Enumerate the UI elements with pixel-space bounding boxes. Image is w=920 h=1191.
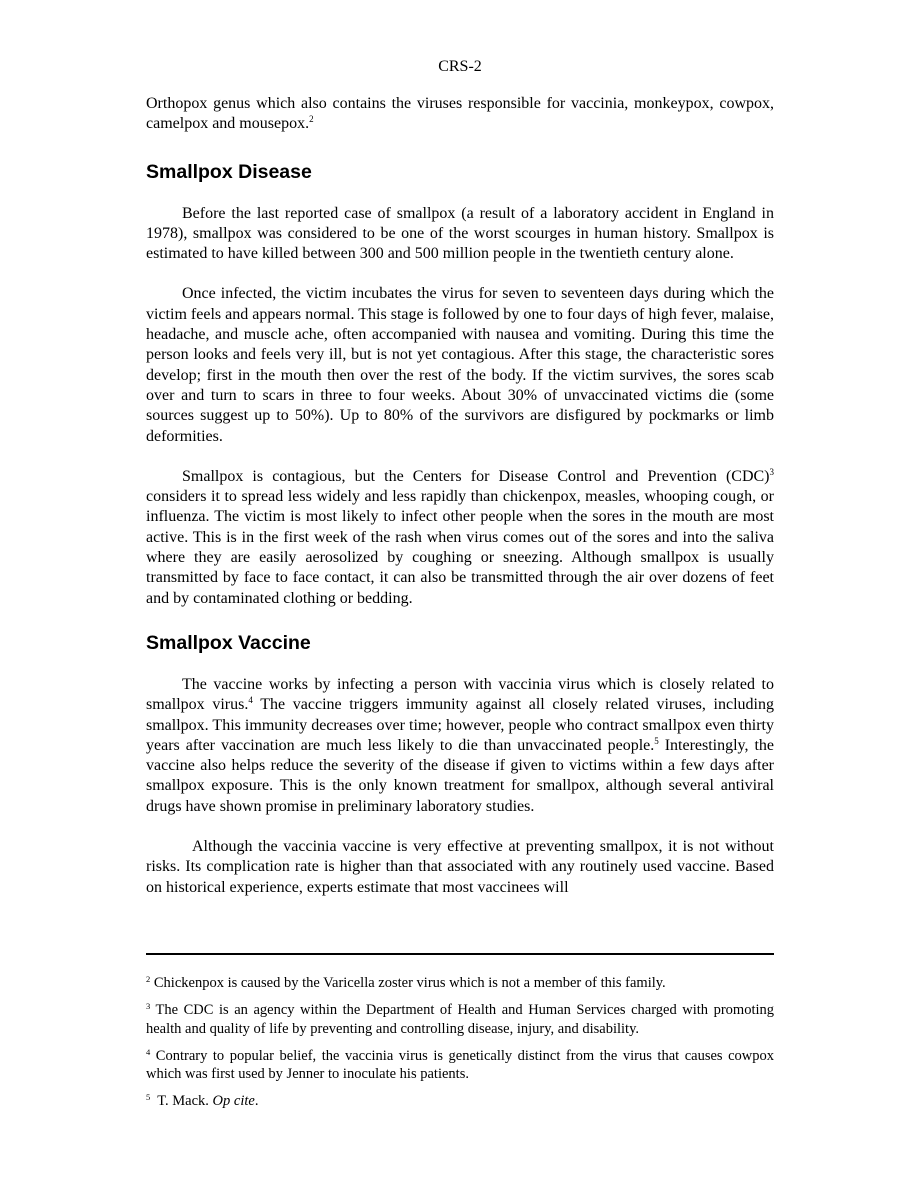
footnote-ref-2[interactable]: 2	[309, 114, 314, 125]
section-heading-smallpox-vaccine: Smallpox Vaccine	[146, 631, 311, 654]
disease-paragraph-1: Before the last reported case of smallpox (a result of a laboratory accident in England in 1978), smallpox was considered to be one of the worst scourges in human history. Smallpox is estimated to have killed between 300 and 500 million people in the twentieth century alone.	[146, 204, 774, 263]
body-content	[146, 94, 774, 898]
page-header: CRS-2	[438, 58, 482, 75]
footnote-ref-4[interactable]: 4	[248, 695, 253, 706]
footnote-ref-5[interactable]: 5	[654, 735, 659, 746]
disease-paragraph-3: Smallpox is contagious, but the Centers for Disease Control and Prevention (CDC)$^3$ considers it to spread less widely and less rapidly than chickenpox, measles, whooping cough, or influenza. The victim is most likely to infect other people when the sores in the mouth are most active. This is in the first week of the rash when virus comes out of the sores and into the saliva where they are easily aerosolized by coughing or sneezing. Although smallpox is usually transmitted by face to face contact, it can also be transmitted through the air over dozens of feet and by contaminated clothing or bedding.	[146, 466, 774, 607]
footnote-ref-3[interactable]: 3	[769, 466, 774, 477]
vaccine-paragraph-1: The vaccine works by infecting a person with vaccinia virus which is closely related to smallpox virus.$^4$ The vaccine triggers immunity against all closely related viruses, including smallpox. This immunity decreases over time; however, people who contract smallpox even thirty years after vaccination are much less likely to die than unvaccinated people.$^5$ Interestingly, the vaccine also helps reduce the severity of the disease if given to victims within a few days after smallpox exposure. This is the only known treatment for smallpox, although several antiviral drugs have shown promise in preliminary laboratory studies.	[146, 675, 775, 815]
vaccine-paragraph-2: Although the vaccinia vaccine is very effective at preventing smallpox, it is not without risks. Its complication rate is higher than that associated with any routinely used vaccine. Based on historical experience, experts estimate that most vaccinees will	[146, 838, 774, 896]
footnote-3: $^3$ The CDC is an agency within the Department of Health and Human Services charged with promoting health and quality of life by preventing and controlling disease, injury, and disability.	[146, 1001, 774, 1037]
footnote-5: $^5$ T. Mack. Op cite.	[146, 1092, 259, 1110]
footnote-2: $^2$ Chickenpox is caused by the Varicella zoster virus which is not a member of this family.	[146, 974, 666, 991]
footnote-4: $^4$ Contrary to popular belief, the vaccinia virus is genetically distinct from the virus that causes cowpox which was first used by Jenner to inoculate his patients.	[146, 1046, 774, 1083]
footnotes-section	[146, 953, 774, 1120]
disease-paragraph-2: Once infected, the victim incubates the virus for seven to seventeen days during which the victim feels and appears normal. This stage is followed by one to four days of high fever, malaise, headache, and muscle ache, often accompanied with nausea and vomiting. During this time the person looks and feels very ill, but is not yet contagious. After this stage, the characteristic sores develop; first in the mouth then over the rest of the body. If the victim survives, the sores scab over and turn to scars in three to four weeks. About 30% of unvaccinated victims die (some sources suggest up to 50%). Up to 80% of the survivors are disfigured by pockmarks or limb deformities.	[146, 285, 774, 445]
section-heading-smallpox-disease: Smallpox Disease	[146, 160, 312, 183]
continuation-paragraph: Orthopox genus which also contains the viruses responsible for vaccinia, monkeypox, cowpox, camelpox and mousepox.$^2$	[146, 95, 774, 133]
